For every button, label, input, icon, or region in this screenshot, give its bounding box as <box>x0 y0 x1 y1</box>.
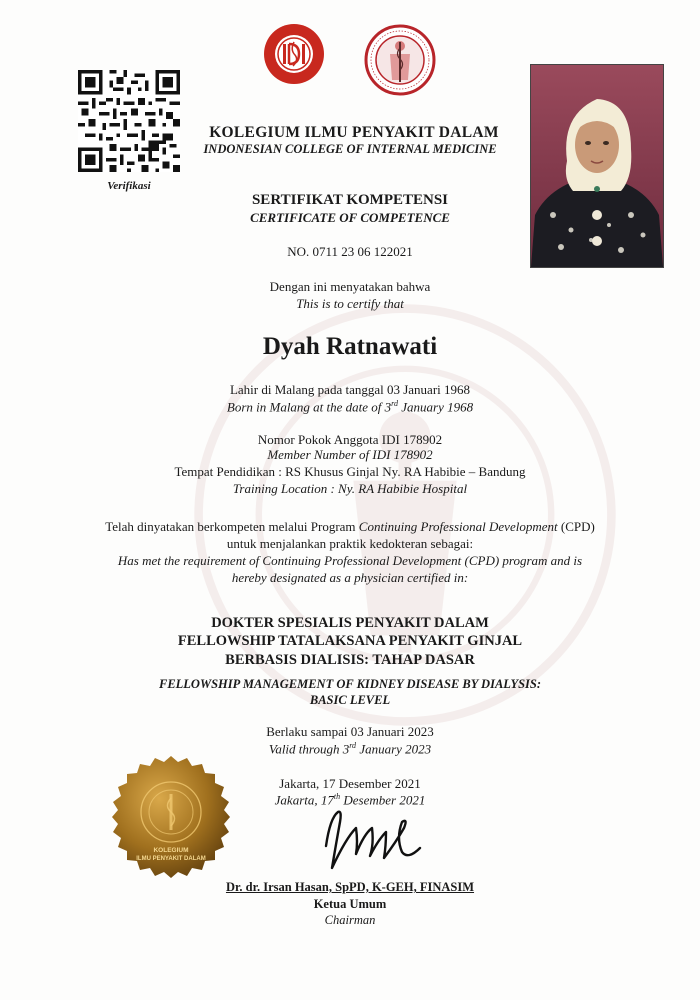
specialty-en-line-2: BASIC LEVEL <box>309 693 391 707</box>
requirement-line-4: hereby designated as a physician certified in: <box>231 570 469 585</box>
holder-name: Dyah Ratnawati <box>262 333 438 360</box>
validity-date: Berlaku sampai 03 Januari 2023 <box>266 724 434 739</box>
training-location-en: Training Location : Ny. RA Habibie Hospital <box>232 481 468 496</box>
issue-place-date: Jakarta, 17 Desember 2021 <box>279 776 421 791</box>
member-number-en: Member Number of IDI 178902 <box>267 447 433 462</box>
signatory-name: Dr. dr. Irsan Hasan, SpPD, K-GEH, FINASIM <box>225 880 475 894</box>
intro-text-en: This is to certify that <box>296 296 404 311</box>
seal-text-line-2: ILMU PENYAKIT DALAM <box>136 856 206 862</box>
requirement-line-1: Telah dinyatakan berkompeten melalui Program Continuing Professional Development (CPD) <box>105 519 595 534</box>
organization-name-en: INDONESIAN COLLEGE OF INTERNAL MEDICINE <box>203 142 497 156</box>
certificate-title-en: CERTIFICATE OF COMPETENCE <box>250 210 450 225</box>
organization-name: KOLEGIUM ILMU PENYAKIT DALAM <box>209 124 499 141</box>
certificate-number: NO. 0711 23 06 122021 <box>287 244 413 259</box>
specialty-line-2: FELLOWSHIP TATALAKSANA PENYAKIT GINJAL <box>177 633 523 649</box>
signatory-role-en: Chairman <box>324 913 376 927</box>
holder-photo <box>530 64 664 268</box>
specialty-line-3: BERBASIS DIALISIS: TAHAP DASAR <box>225 652 475 668</box>
idi-logo-icon <box>262 22 326 86</box>
certificate-title: SERTIFIKAT KOMPETENSI <box>251 192 449 208</box>
birth-info-en: Born in Malang at the date of 3rd January 1968 <box>226 399 474 415</box>
validity-date-en: Valid through 3rd January 2023 <box>268 741 432 757</box>
association-logo-icon <box>364 24 436 96</box>
intro-text: Dengan ini menyatakan bahwa <box>269 279 431 294</box>
verification-label: Verifikasi <box>107 180 151 192</box>
signatory-role: Ketua Umum <box>313 897 387 911</box>
specialty-line-1: DOKTER SPESIALIS PENYAKIT DALAM <box>211 615 489 631</box>
member-number: Nomor Pokok Anggota IDI 178902 <box>257 432 443 447</box>
seal-text-line-1: KOLEGIUM <box>153 847 189 854</box>
specialty-en-line-1: FELLOWSHIP MANAGEMENT OF KIDNEY DISEASE BY DIALYSIS: <box>158 677 542 691</box>
gold-seal-icon <box>108 754 234 880</box>
training-location: Tempat Pendidikan : RS Khusus Ginjal Ny. RA Habibie – Bandung <box>174 464 526 479</box>
issue-place-date-en: Jakarta, 17th Desember 2021 <box>274 792 426 808</box>
requirement-line-3: Has met the requirement of Continuing Professional Development (CPD) program and is <box>117 553 583 568</box>
requirement-line-2: untuk menjalankan praktik kedokteran sebagai: <box>226 536 474 551</box>
birth-info: Lahir di Malang pada tanggal 03 Januari 1968 <box>229 382 471 397</box>
chairman-signature <box>312 798 442 878</box>
